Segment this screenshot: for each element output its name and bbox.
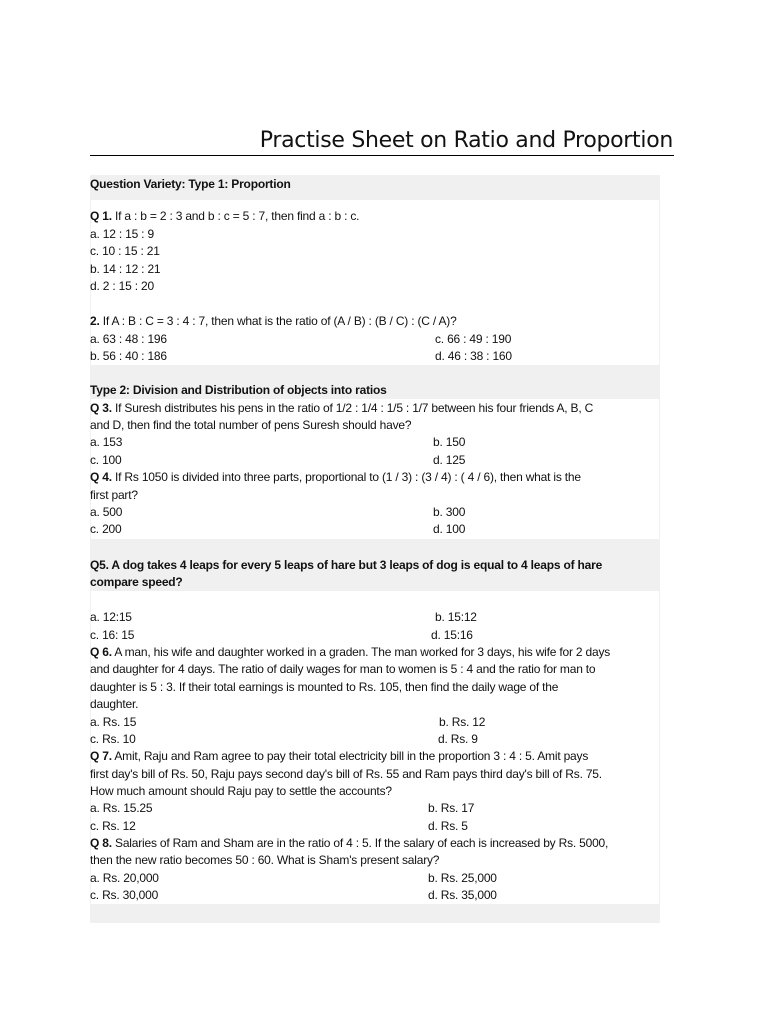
q6-text-line1: A man, his wife and daughter worked in a graden. The man worked for 3 days, his wife for 2 days xyxy=(111,645,611,659)
q5-question-line1: Q5. A dog takes 4 leaps for every 5 leaps of hare but 3 leaps of dog is equal to 4 leaps of hare xyxy=(90,558,603,572)
q6-question-line1 xyxy=(90,644,610,662)
title-underline xyxy=(90,155,674,156)
q2-text: If A : B : C = 3 : 4 : 7, then what is the ratio of (A / B) : (B / C) : (C / A)? xyxy=(99,314,457,328)
q2-option-b: b. 56 : 40 : 186 xyxy=(90,349,167,363)
q2-option-d: d. 46 : 38 : 160 xyxy=(435,349,512,363)
q8-question-line1 xyxy=(90,835,608,853)
q4-question-line1 xyxy=(90,469,581,487)
q3-option-c: c. 100 xyxy=(90,453,122,467)
q3-question-line1 xyxy=(90,400,593,418)
q4-option-d: d. 100 xyxy=(433,522,466,536)
q2-option-a: a. 63 : 48 : 196 xyxy=(90,332,167,346)
q7-question-line2: first day's bill of Rs. 50, Raju pays second day's bill of Rs. 55 and Ram pays third day's bill of Rs. 75. xyxy=(90,767,602,781)
q8-option-d: d. Rs. 35,000 xyxy=(428,888,497,902)
q5-question-line2: compare speed? xyxy=(90,575,183,589)
q1-question xyxy=(90,208,359,226)
q6-question-line3: daughter is 5 : 3. If their total earnings is mounted to Rs. 105, then find the daily wage of the xyxy=(90,680,559,694)
q7-question-line1 xyxy=(90,748,588,766)
q1-option-b: b. 14 : 12 : 21 xyxy=(90,262,161,276)
q3-question-line2: and D, then find the total number of pens Suresh should have? xyxy=(90,418,412,432)
q3-option-b: b. 150 xyxy=(433,435,466,449)
q2-number: 2. xyxy=(90,314,100,328)
q5-option-d: d. 15:16 xyxy=(431,628,473,642)
q3-number: Q 3. xyxy=(90,401,112,415)
q3-option-d: d. 125 xyxy=(433,453,466,467)
q7-text-line1: Amit, Raju and Ram agree to pay their total electricity bill in the proportion 3 : 4 : 5. Amit pays xyxy=(111,749,589,763)
q8-number: Q 8. xyxy=(90,836,112,850)
q1-option-a: a. 12 : 15 : 9 xyxy=(90,227,154,241)
q4-text-line1: If Rs 1050 is divided into three parts, proportional to (1 / 3) : (3 / 4) : ( 4 / 6), then what is the xyxy=(111,470,581,484)
section2-heading: Type 2: Division and Distribution of objects into ratios xyxy=(90,383,387,397)
q4-question-line2: first part? xyxy=(90,488,138,502)
q1-option-c: c. 10 : 15 : 21 xyxy=(90,244,160,258)
q2-option-c: c. 66 : 49 : 190 xyxy=(435,332,512,346)
q7-option-b: b. Rs. 17 xyxy=(428,801,475,815)
q4-option-a: a. 500 xyxy=(90,505,123,519)
q7-option-c: c. Rs. 12 xyxy=(90,819,136,833)
footer-band xyxy=(90,904,660,923)
q8-option-b: b. Rs. 25,000 xyxy=(428,871,497,885)
q6-option-b: b. Rs. 12 xyxy=(439,715,486,729)
q6-question-line2: and daughter for 4 days. The ratio of daily wages for man to women is 5 : 4 and the ratio for man to xyxy=(90,662,596,676)
q5-option-b: b. 15:12 xyxy=(435,610,477,624)
q1-text: If a : b = 2 : 3 and b : c = 5 : 7, then find a : b : c. xyxy=(111,209,360,223)
q4-option-c: c. 200 xyxy=(90,522,122,536)
q6-option-d: d. Rs. 9 xyxy=(438,732,478,746)
q8-text-line1: Salaries of Ram and Sham are in the ratio of 4 : 5. If the salary of each is increased by Rs. 5000, xyxy=(111,836,609,850)
q6-option-a: a. Rs. 15 xyxy=(90,715,137,729)
q7-question-line3: How much amount should Raju pay to settle the accounts? xyxy=(90,784,392,798)
q3-text-line1: If Suresh distributes his pens in the ratio of 1/2 : 1/4 : 1/5 : 1/7 between his four friends A, B, C xyxy=(111,401,594,415)
q5-option-c: c. 16: 15 xyxy=(90,628,135,642)
q7-option-a: a. Rs. 15.25 xyxy=(90,801,153,815)
q6-number: Q 6. xyxy=(90,645,112,659)
q7-option-d: d. Rs. 5 xyxy=(428,819,468,833)
q6-option-c: c. Rs. 10 xyxy=(90,732,136,746)
q8-option-c: c. Rs. 30,000 xyxy=(90,888,159,902)
q1-number: Q 1. xyxy=(90,209,112,223)
page-title: Practise Sheet on Ratio and Proportion xyxy=(259,128,673,153)
q3-option-a: a. 153 xyxy=(90,435,123,449)
q1-option-d: d. 2 : 15 : 20 xyxy=(90,279,154,293)
q2-question xyxy=(90,313,457,331)
section1-heading: Question Variety: Type 1: Proportion xyxy=(90,177,291,191)
q5-option-a: a. 12:15 xyxy=(90,610,132,624)
q6-question-line4: daughter. xyxy=(90,697,139,711)
q8-option-a: a. Rs. 20,000 xyxy=(90,871,159,885)
q8-question-line2: then the new ratio becomes 50 : 60. What is Sham's present salary? xyxy=(90,853,440,867)
q4-number: Q 4. xyxy=(90,470,112,484)
q7-number: Q 7. xyxy=(90,749,112,763)
q4-option-b: b. 300 xyxy=(433,505,466,519)
